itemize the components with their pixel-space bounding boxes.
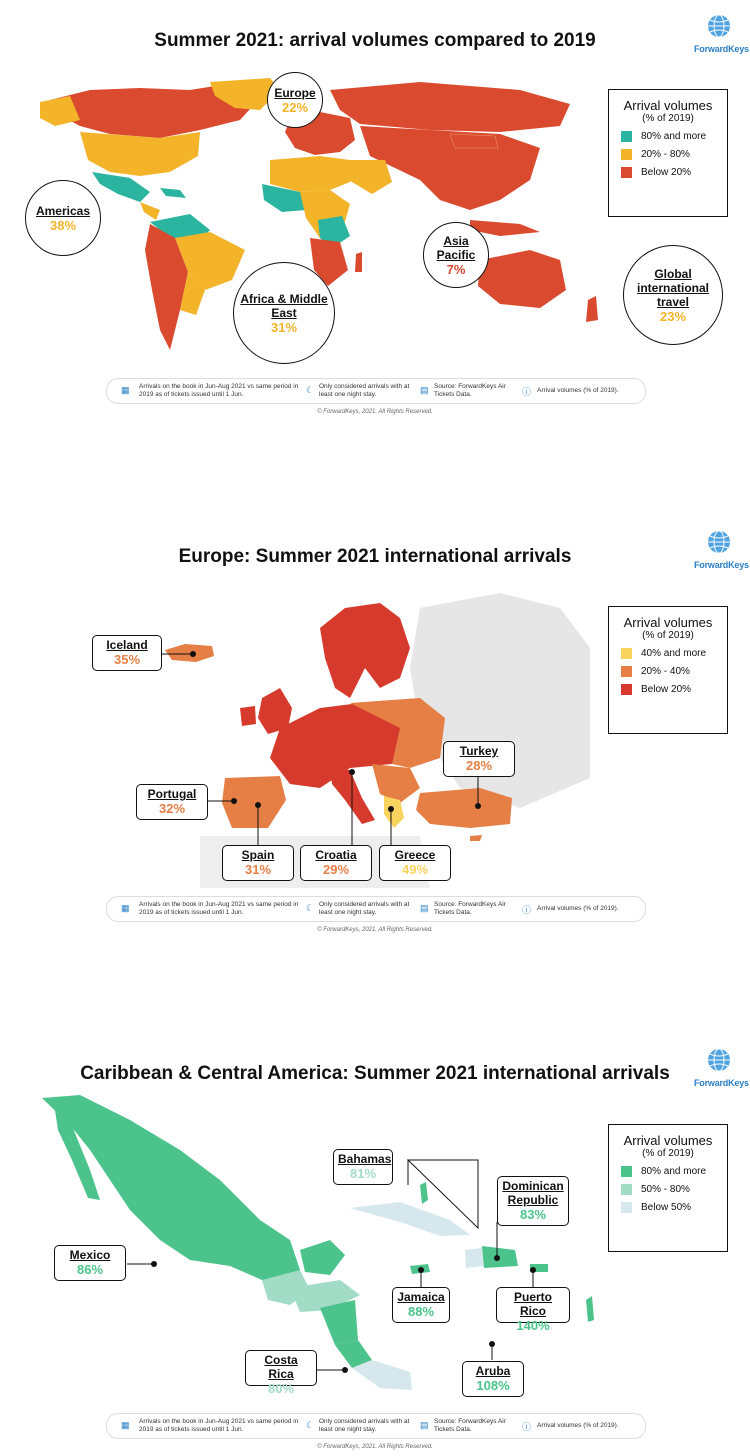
map-mongolia (450, 134, 498, 148)
europe-footer: ▦ Arrivals on the book in Jun-Aug 2021 vs same period in 2019 as of tickets issued until 1 Jun. ☾ Only considered arrivals with at least one night stay. ▤ Source: ForwardKeys Air Tickets Data. ⓘ Arrival volumes (% of 2019). (106, 896, 646, 922)
brand-name: ForwardKeys (694, 44, 749, 54)
puerto-rico-label: Puerto Rico 140% (496, 1287, 570, 1323)
moon-icon: ☾ (306, 385, 315, 395)
calendar-icon: ▦ (121, 1420, 130, 1430)
legend-item: Below 50% (621, 1202, 727, 1213)
global-bubble: Global international travel 23% (623, 245, 723, 345)
map-caribbean (160, 188, 186, 198)
info-icon: ⓘ (522, 1422, 532, 1432)
caribbean-title: Caribbean & Central America: Summer 2021 international arrivals (80, 1063, 670, 1084)
jamaica-label: Jamaica 88% (392, 1287, 450, 1323)
forwardkeys-logo (694, 530, 749, 574)
brand-name: ForwardKeys (694, 560, 749, 570)
forwardkeys-logo (694, 14, 749, 58)
globe-icon (707, 1048, 731, 1072)
croatia-label: Croatia 29% (300, 845, 372, 881)
map-central-am (140, 202, 160, 220)
info-icon: ⓘ (522, 387, 532, 397)
brand-name: ForwardKeys (694, 1078, 749, 1088)
document-icon: ▤ (420, 903, 429, 913)
globe-icon (707, 530, 731, 554)
world-title: Summer 2021: arrival volumes compared to 2019 (154, 30, 596, 51)
legend-item: 20% - 80% (621, 149, 727, 160)
info-icon: ⓘ (522, 905, 532, 915)
bahamas-label: Bahamas 81% (333, 1149, 393, 1185)
world-footer: ▦ Arrivals on the book in Jun-Aug 2021 vs same period in 2019 as of tickets issued until 1 Jun. ☾ Only considered arrivals with at least one night stay. ▤ Source: ForwardKeys Air Tickets Data. ⓘ Arrival volumes (% of 2019). (106, 378, 646, 404)
iceland-label: Iceland 35% (92, 635, 162, 671)
turkey-label: Turkey 28% (443, 741, 515, 777)
caribbean-footer: ▦ Arrivals on the book in Jun-Aug 2021 vs same period in 2019 as of tickets issued until 1 Jun. ☾ Only considered arrivals with at least one night stay. ▤ Source: ForwardKeys Air Tickets Data. ⓘ Arrival volumes (% of 2019). (106, 1413, 646, 1439)
calendar-icon: ▦ (121, 903, 130, 913)
map-new-zealand (586, 296, 598, 322)
legend-item: 40% and more (621, 648, 727, 659)
document-icon: ▤ (420, 1420, 429, 1430)
legend-item: 80% and more (621, 131, 727, 142)
calendar-icon: ▦ (121, 385, 130, 395)
dominican-republic-label: Dominican Republic 83% (497, 1176, 569, 1226)
map-north-africa (270, 156, 355, 192)
africa-middle-east-bubble: Africa & Middle East 31% (233, 262, 335, 364)
world-legend: Arrival volumes (% of 2019) 80% and more 20% - 80% Below 20% (608, 89, 728, 217)
moon-icon: ☾ (306, 1420, 315, 1430)
document-icon: ▤ (420, 385, 429, 395)
caribbean-legend: Arrival volumes (% of 2019) 80% and more 50% - 80% Below 50% (608, 1124, 728, 1252)
map-mexico (92, 172, 150, 202)
map-madagascar (355, 252, 362, 272)
legend-item: 50% - 80% (621, 1184, 727, 1195)
asia-pacific-bubble: Asia Pacific 7% (423, 222, 489, 288)
spain-label: Spain 31% (222, 845, 294, 881)
globe-icon (707, 14, 731, 38)
map-australia (478, 250, 566, 308)
forwardkeys-logo (694, 1048, 749, 1092)
europe-bubble: Europe 22% (267, 72, 323, 128)
europe-legend: Arrival volumes (% of 2019) 40% and more 20% - 40% Below 20% (608, 606, 728, 734)
copyright: © ForwardKeys, 2021. All Rights Reserved. (317, 409, 433, 415)
map-russia (330, 82, 570, 132)
legend-item: Below 20% (621, 167, 727, 178)
copyright: © ForwardKeys, 2021. All Rights Reserved. (317, 1444, 433, 1450)
americas-bubble: Americas 38% (25, 180, 101, 256)
portugal-label: Portugal 32% (136, 784, 208, 820)
legend-item: 20% - 40% (621, 666, 727, 677)
europe-title: Europe: Summer 2021 international arrivals (178, 546, 572, 567)
legend-item: 80% and more (621, 1166, 727, 1177)
greece-label: Greece 49% (379, 845, 451, 881)
map-usa (80, 132, 200, 176)
map-middle-east (350, 160, 392, 194)
legend-item: Below 20% (621, 684, 727, 695)
mexico-label: Mexico 86% (54, 1245, 126, 1281)
copyright: © ForwardKeys, 2021. All Rights Reserved. (317, 927, 433, 933)
aruba-label: Aruba 108% (462, 1361, 524, 1397)
costa-rica-label: Costa Rica 80% (245, 1350, 317, 1386)
moon-icon: ☾ (306, 903, 315, 913)
